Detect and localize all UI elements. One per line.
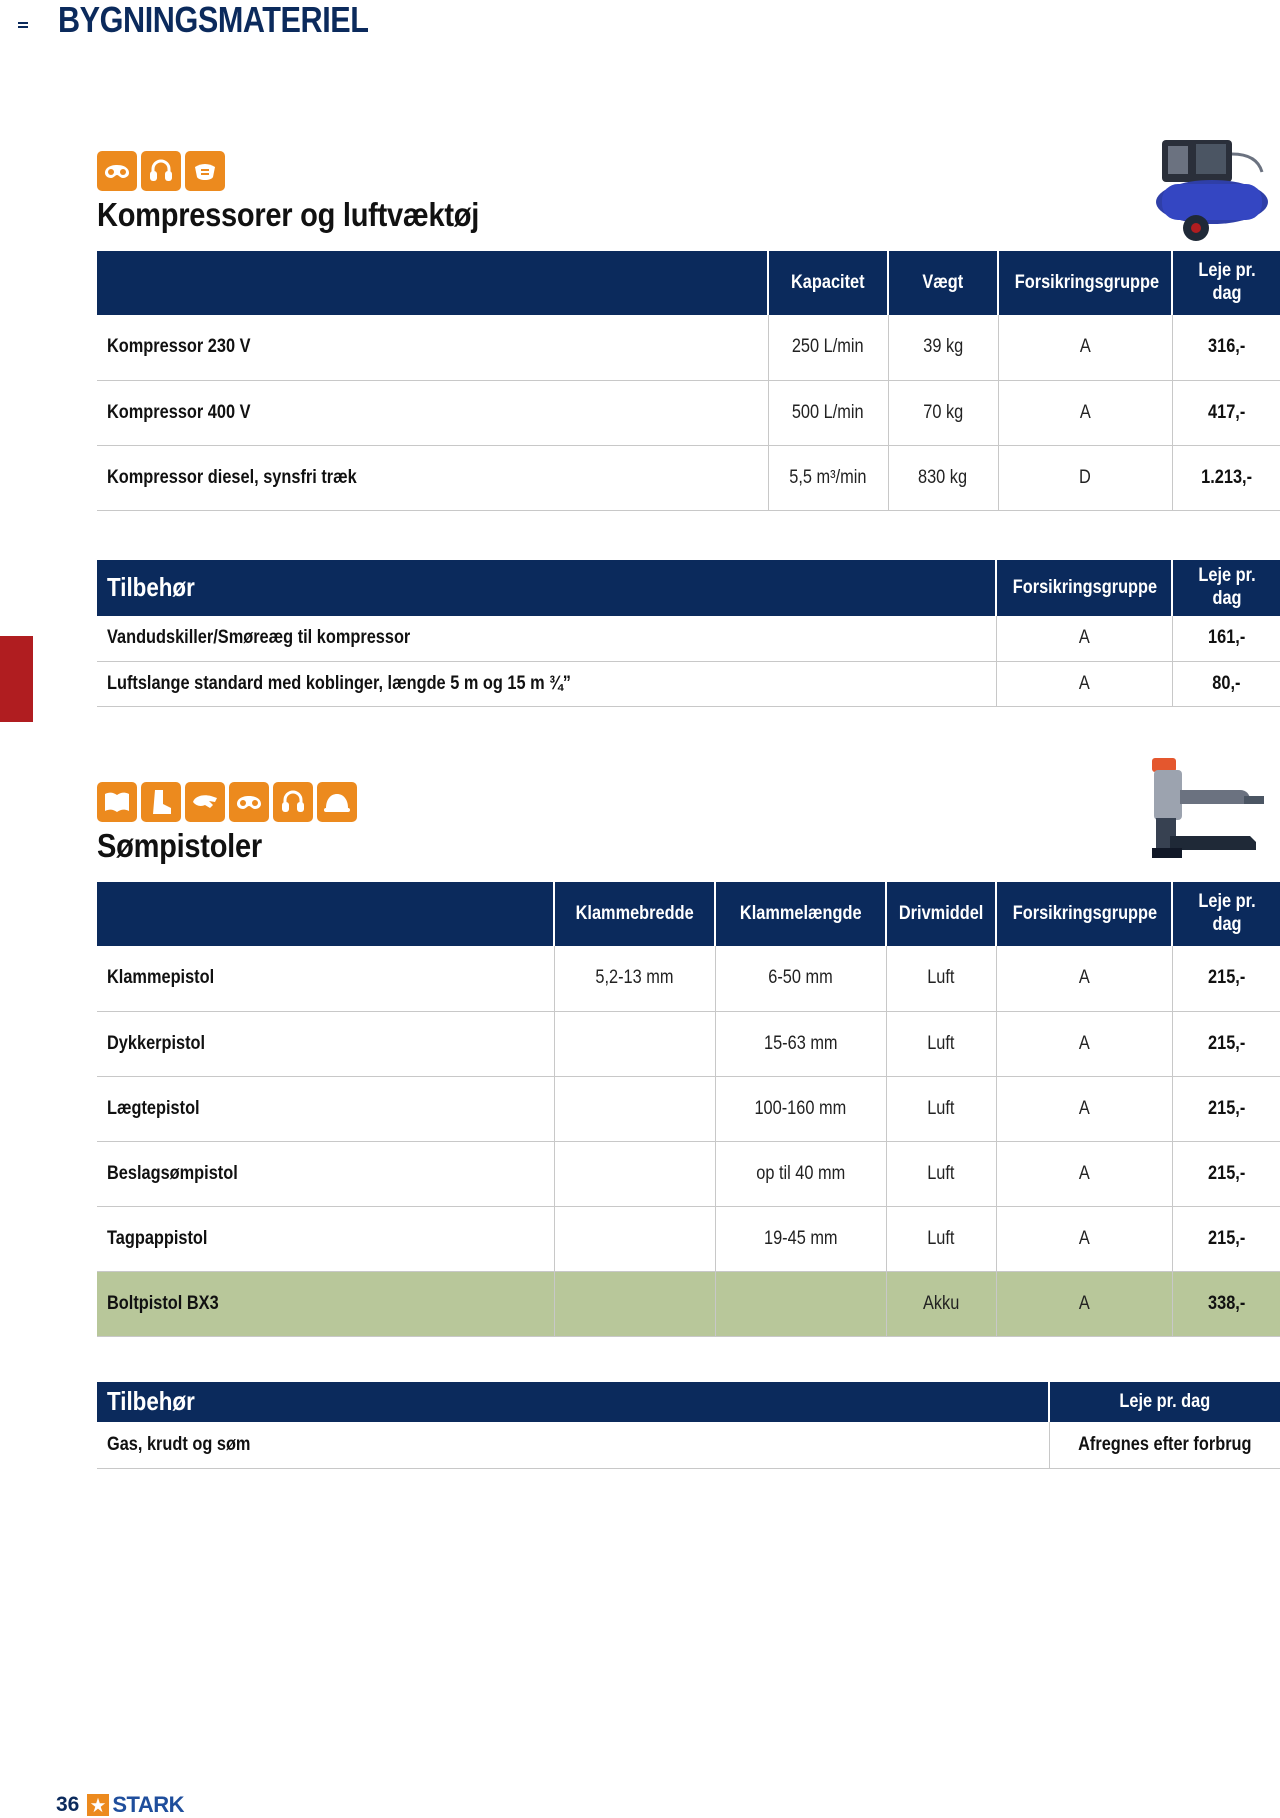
section1-title: Kompressorer og luftvæktøj bbox=[97, 196, 480, 233]
dust-mask-icon bbox=[185, 151, 225, 191]
accessories-table-2 bbox=[97, 1382, 1280, 1469]
accessories-table-1 bbox=[97, 560, 1280, 707]
bredde-value: 5,2-13 mm bbox=[554, 946, 715, 1011]
gloves-icon bbox=[185, 782, 225, 822]
price-value: 1.213,- bbox=[1172, 445, 1280, 510]
kapacitet-value: 500 L/min bbox=[768, 380, 888, 445]
safety-boot-icon bbox=[141, 782, 181, 822]
header-klammelaengde: Klammelængde bbox=[715, 882, 886, 946]
vaegt-value: 39 kg bbox=[888, 315, 998, 380]
table-header-row bbox=[97, 1382, 1280, 1422]
stark-star-icon bbox=[87, 1794, 109, 1816]
bredde-value bbox=[554, 1076, 715, 1141]
header-product bbox=[97, 882, 554, 946]
bredde-value bbox=[554, 1141, 715, 1206]
header-forsikringsgruppe: Forsikringsgruppe bbox=[996, 882, 1172, 946]
product-name: Kompressor diesel, synsfri træk bbox=[97, 445, 768, 510]
product-name: Luftslange standard med koblinger, længde 5 m og 15 m ¾” bbox=[97, 661, 996, 706]
page-header bbox=[18, 0, 423, 40]
vaegt-value: 70 kg bbox=[888, 380, 998, 445]
price-value: 215,- bbox=[1172, 1206, 1280, 1271]
price-value: 316,- bbox=[1172, 315, 1280, 380]
header-drivmiddel: Drivmiddel bbox=[886, 882, 996, 946]
kapacitet-value: 5,5 m³/min bbox=[768, 445, 888, 510]
gruppe-value: A bbox=[998, 380, 1172, 445]
nailgun-table bbox=[97, 882, 1280, 1337]
table-row bbox=[97, 315, 1280, 380]
gruppe-value: A bbox=[996, 1076, 1172, 1141]
product-name: Dykkerpistol bbox=[97, 1011, 554, 1076]
product-name: Klammepistol bbox=[97, 946, 554, 1011]
laengde-value: 100-160 mm bbox=[715, 1076, 886, 1141]
gruppe-value: A bbox=[996, 1141, 1172, 1206]
table-row bbox=[97, 661, 1280, 706]
section2-title: Sømpistoler bbox=[97, 827, 262, 864]
drivmiddel-value: Luft bbox=[886, 1011, 996, 1076]
section2-safety-icons bbox=[97, 782, 357, 822]
product-name: Kompressor 400 V bbox=[97, 380, 768, 445]
bredde-value bbox=[554, 1271, 715, 1336]
gruppe-value: A bbox=[998, 315, 1172, 380]
drivmiddel-value: Luft bbox=[886, 946, 996, 1011]
drivmiddel-value: Luft bbox=[886, 1141, 996, 1206]
price-value: 417,- bbox=[1172, 380, 1280, 445]
menu-bars-icon bbox=[18, 22, 28, 28]
page-title: BYGNINGSMATERIEL bbox=[58, 0, 369, 40]
table-row bbox=[97, 616, 1280, 661]
price-value: 215,- bbox=[1172, 1011, 1280, 1076]
header-kapacitet: Kapacitet bbox=[768, 251, 888, 315]
gruppe-value: A bbox=[996, 1206, 1172, 1271]
laengde-value: 15-63 mm bbox=[715, 1011, 886, 1076]
product-name: Gas, krudt og søm bbox=[97, 1422, 1049, 1468]
laengde-value: 19-45 mm bbox=[715, 1206, 886, 1271]
price-value: 338,- bbox=[1172, 1271, 1280, 1336]
vaegt-value: 830 kg bbox=[888, 445, 998, 510]
product-name: Vandudskiller/Smøreæg til kompressor bbox=[97, 616, 996, 661]
bredde-value bbox=[554, 1206, 715, 1271]
page-footer bbox=[56, 1792, 184, 1818]
ear-protection-icon bbox=[141, 151, 181, 191]
helmet-icon bbox=[317, 782, 357, 822]
brand-name: STARK bbox=[112, 1792, 185, 1817]
page-number: 36 bbox=[56, 1793, 80, 1816]
price-value: 215,- bbox=[1172, 1076, 1280, 1141]
table-row bbox=[97, 1206, 1280, 1271]
manual-icon bbox=[97, 782, 137, 822]
price-value: 215,- bbox=[1172, 946, 1280, 1011]
header-leje: Leje pr. dag bbox=[1172, 251, 1280, 315]
table-row bbox=[97, 1141, 1280, 1206]
header-leje: Leje pr. dag bbox=[1172, 882, 1280, 946]
header-leje: Leje pr. dag bbox=[1049, 1382, 1280, 1422]
price-value: 215,- bbox=[1172, 1141, 1280, 1206]
kapacitet-value: 250 L/min bbox=[768, 315, 888, 380]
drivmiddel-value: Luft bbox=[886, 1076, 996, 1141]
header-klammebredde: Klammebredde bbox=[554, 882, 715, 946]
gruppe-value: A bbox=[996, 1011, 1172, 1076]
product-name: Boltpistol BX3 bbox=[97, 1271, 554, 1336]
table-row bbox=[97, 1422, 1280, 1468]
table-row bbox=[97, 1076, 1280, 1141]
nailgun-image bbox=[1150, 756, 1270, 868]
goggles-icon bbox=[97, 151, 137, 191]
laengde-value: op til 40 mm bbox=[715, 1141, 886, 1206]
bredde-value bbox=[554, 1011, 715, 1076]
table-row bbox=[97, 946, 1280, 1011]
gruppe-value: A bbox=[996, 946, 1172, 1011]
compressor-image bbox=[1148, 134, 1278, 244]
laengde-value: 6-50 mm bbox=[715, 946, 886, 1011]
table-row bbox=[97, 1011, 1280, 1076]
side-tab-marker bbox=[0, 636, 33, 722]
gruppe-value: D bbox=[998, 445, 1172, 510]
stark-logo bbox=[87, 1792, 184, 1818]
price-value: 80,- bbox=[1172, 661, 1280, 706]
header-tilbehoer: Tilbehør bbox=[97, 1382, 1049, 1422]
ear-protection-icon bbox=[273, 782, 313, 822]
laengde-value bbox=[715, 1271, 886, 1336]
compressor-table bbox=[97, 251, 1280, 511]
table-header-row bbox=[97, 882, 1280, 946]
drivmiddel-value: Luft bbox=[886, 1206, 996, 1271]
table-row bbox=[97, 445, 1280, 510]
table-row-highlighted bbox=[97, 1271, 1280, 1336]
gruppe-value: A bbox=[996, 661, 1172, 706]
product-name: Lægtepistol bbox=[97, 1076, 554, 1141]
header-tilbehoer: Tilbehør bbox=[97, 560, 996, 616]
product-name: Kompressor 230 V bbox=[97, 315, 768, 380]
product-name: Beslagsømpistol bbox=[97, 1141, 554, 1206]
header-forsikringsgruppe: Forsikringsgruppe bbox=[998, 251, 1172, 315]
table-header-row bbox=[97, 251, 1280, 315]
gruppe-value: A bbox=[996, 1271, 1172, 1336]
table-row bbox=[97, 380, 1280, 445]
price-value: Afregnes efter forbrug bbox=[1049, 1422, 1280, 1468]
table-header-row bbox=[97, 560, 1280, 616]
price-value: 161,- bbox=[1172, 616, 1280, 661]
goggles-icon bbox=[229, 782, 269, 822]
drivmiddel-value: Akku bbox=[886, 1271, 996, 1336]
header-product bbox=[97, 251, 768, 315]
header-forsikringsgruppe: Forsikringsgruppe bbox=[996, 560, 1172, 616]
header-vaegt: Vægt bbox=[888, 251, 998, 315]
section1-safety-icons bbox=[97, 151, 225, 191]
gruppe-value: A bbox=[996, 616, 1172, 661]
product-name: Tagpappistol bbox=[97, 1206, 554, 1271]
header-leje: Leje pr. dag bbox=[1172, 560, 1280, 616]
